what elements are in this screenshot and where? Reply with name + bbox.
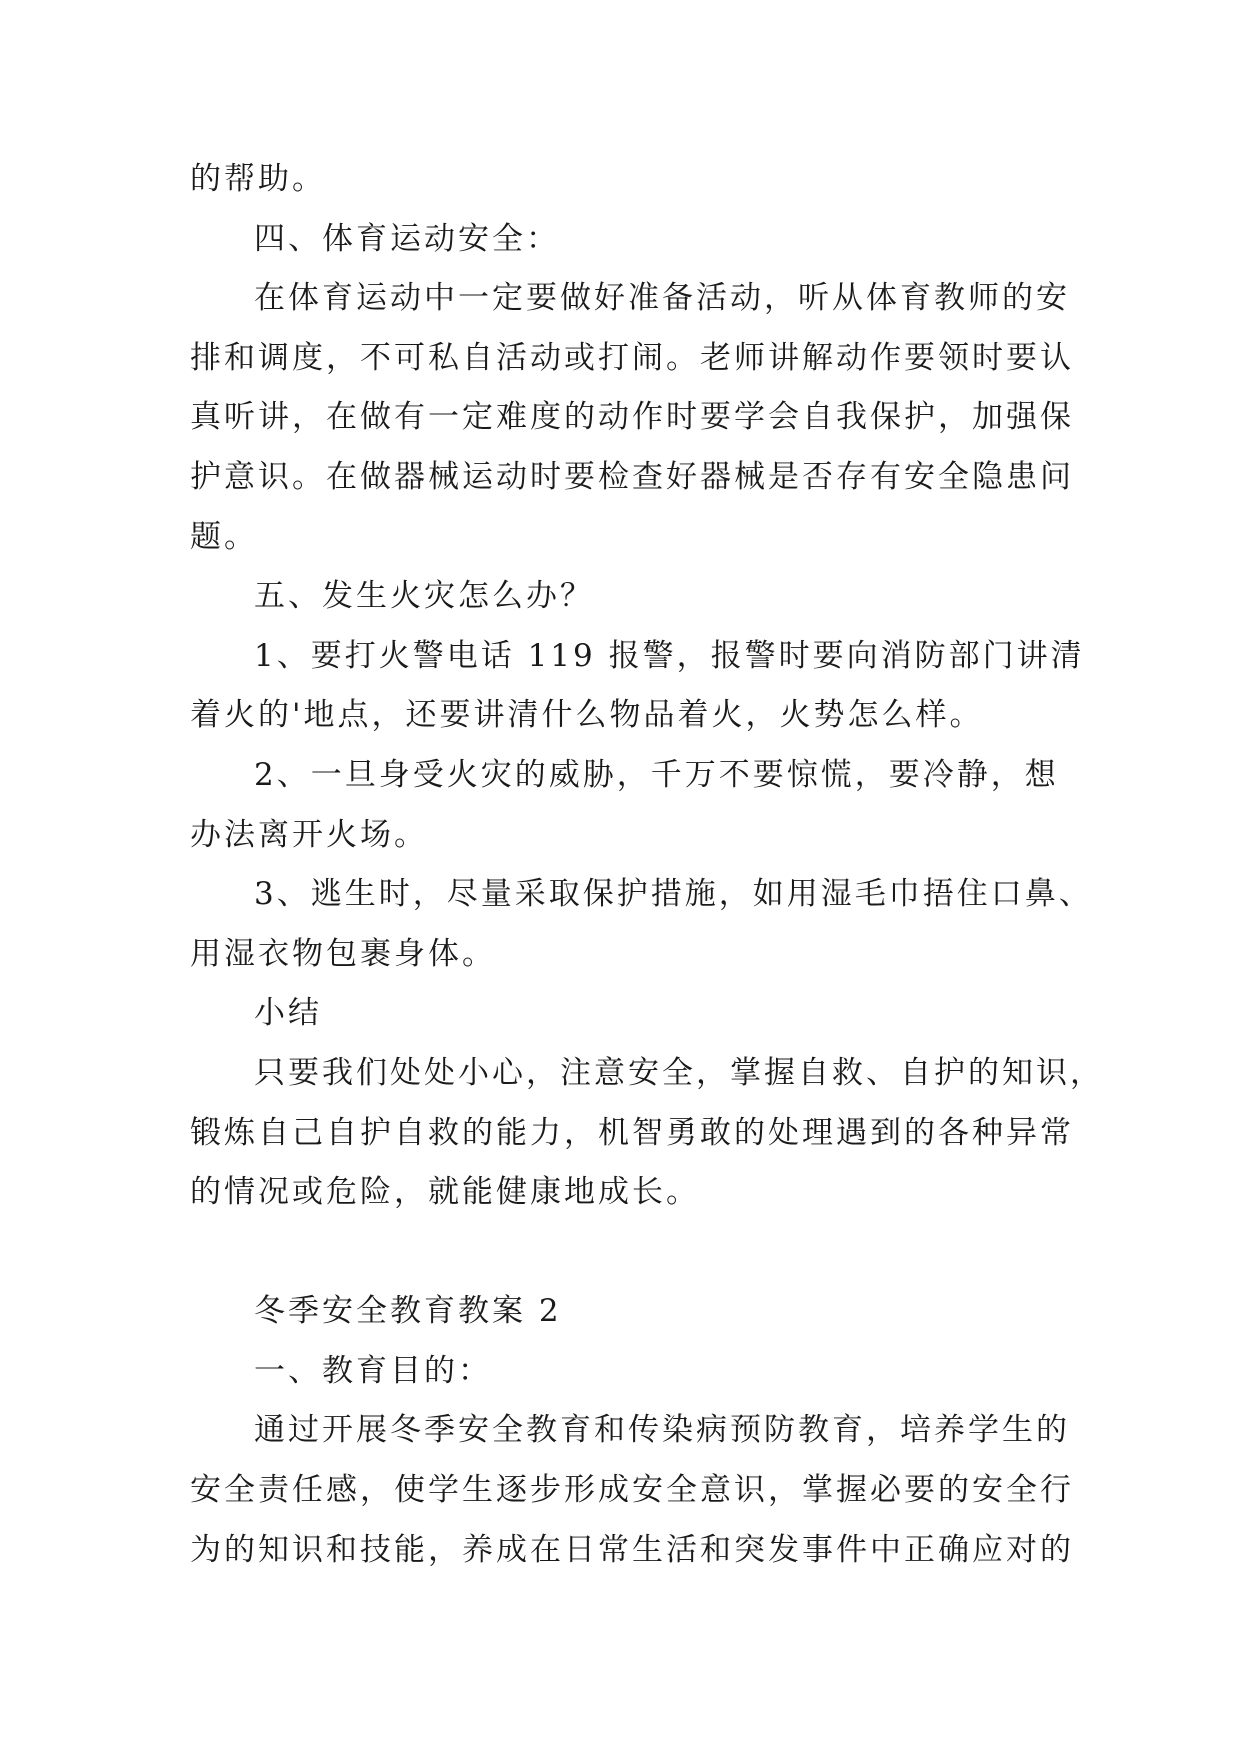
paragraph-line: 为的知识和技能，养成在日常生活和突发事件中正确应对的 [190, 1531, 1074, 1568]
list-item: 3、逃生时，尽量采取保护措施，如用湿毛巾捂住口鼻、 [254, 876, 1093, 913]
paragraph-line: 题。 [190, 518, 258, 555]
paragraph-line: 用湿衣物包裹身体。 [190, 935, 496, 972]
paragraph-line: 排和调度，不可私自活动或打闹。老师讲解动作要领时要认 [190, 339, 1074, 376]
document-body [190, 150, 1104, 1580]
paragraph-line: 的情况或危险，就能健康地成长。 [190, 1174, 700, 1211]
paragraph-line: 通过开展冬季安全教育和传染病预防教育，培养学生的 [254, 1412, 1070, 1449]
paragraph-gap [190, 1223, 1050, 1283]
paragraph-line: 着火的'地点，还要讲清什么物品着火，火势怎么样。 [190, 697, 984, 734]
paragraph-line: 只要我们处处小心，注意安全，掌握自救、自护的知识， [254, 1054, 1104, 1091]
section-heading: 五、发生火灾怎么办？ [254, 578, 594, 615]
paragraph-line: 安全责任感，使学生逐步形成安全意识，掌握必要的安全行 [190, 1472, 1074, 1509]
list-item: 2、一旦身受火灾的威胁，千万不要惊慌，要冷静，想 [254, 756, 1059, 793]
paragraph-line: 锻炼自己自护自救的能力，机智勇敢的处理遇到的各种异常 [190, 1114, 1074, 1151]
paragraph-line: 办法离开火场。 [190, 816, 428, 853]
section-heading: 四、体育运动安全： [254, 220, 560, 257]
paragraph-line: 在体育运动中一定要做好准备活动，听从体育教师的安 [254, 280, 1070, 317]
list-item: 1、要打火警电话 119 报警，报警时要向消防部门讲清 [254, 637, 1085, 674]
paragraph-line: 护意识。在做器械运动时要检查好器械是否存有安全隐患问 [190, 458, 1074, 495]
document-title: 冬季安全教育教案 2 [254, 1293, 562, 1330]
paragraph-line: 真听讲，在做有一定难度的动作时要学会自我保护，加强保 [190, 399, 1074, 436]
section-heading: 小结 [254, 995, 322, 1032]
section-heading: 一、教育目的： [254, 1352, 492, 1389]
paragraph-line: 的帮助。 [190, 161, 326, 197]
